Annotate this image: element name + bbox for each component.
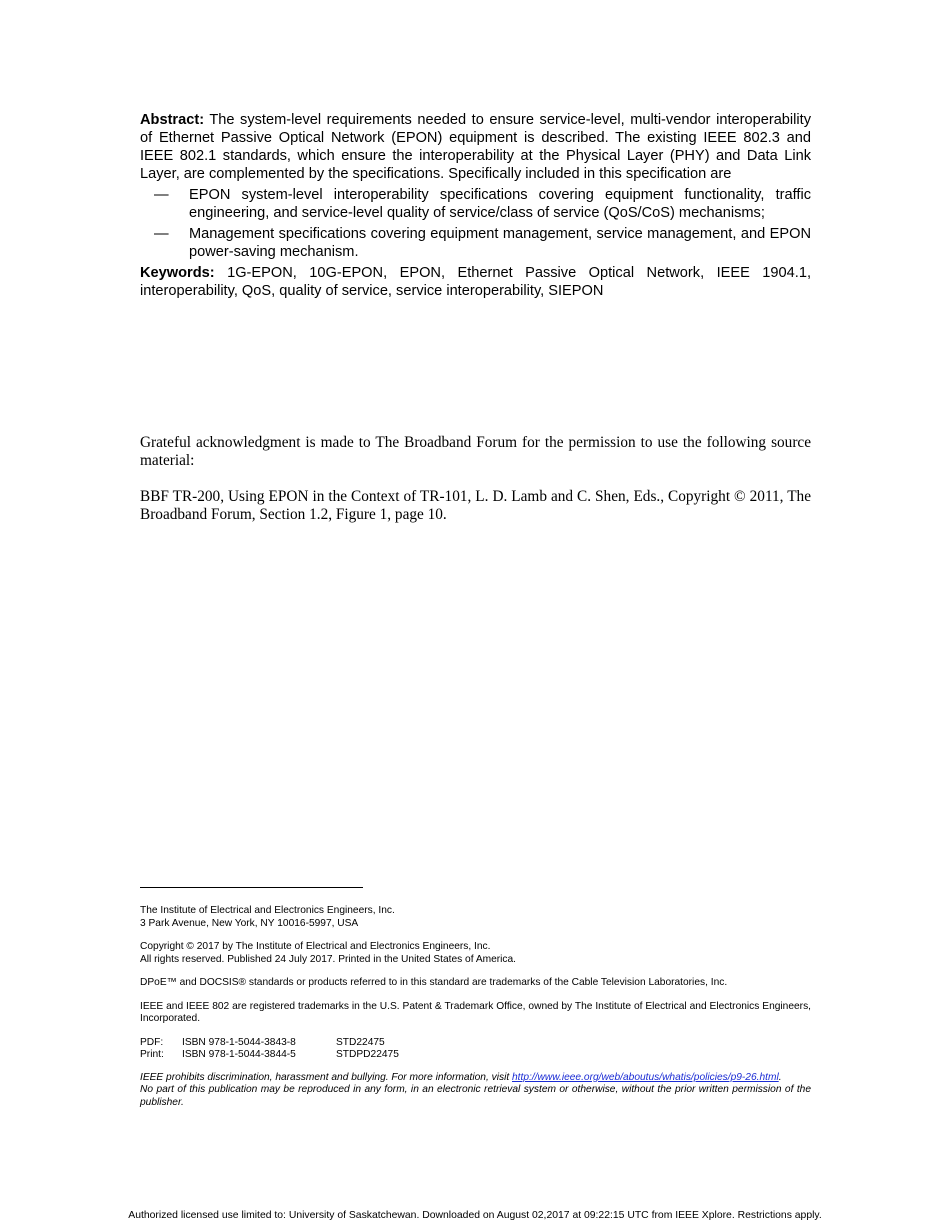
isbn-code: STDPD22475 (336, 1049, 399, 1060)
list-item (140, 225, 811, 261)
isbn-number: ISBN 978-1-5044-3843-8 (182, 1036, 296, 1048)
keywords-text: 1G-EPON, 10G-EPON, EPON, Ethernet Passive Optical Network, IEEE 1904.1, interoperability, QoS, quality of service, service interoperability, SIEPON (140, 265, 811, 299)
abstract-label: Abstract: (140, 112, 205, 128)
keywords-label: Keywords: (140, 265, 215, 281)
dash-bullet: — (154, 226, 169, 242)
reproduction-notice: No part of this publication may be reproduced in any form, in an electronic retrieval system or otherwise, without the prior written permission of the publisher. (140, 1084, 811, 1108)
isbn-format: PDF: (140, 1036, 164, 1048)
rights-line: All rights reserved. Published 24 July 2017. Printed in the United States of America. (140, 953, 517, 965)
trademark-ieee: IEEE and IEEE 802 are registered trademarks in the U.S. Patent & Trademark Office, owned by The Institute of Electrical and Electronics Engineers, Incorporated. (140, 1000, 811, 1024)
bullet-text: EPON system-level interoperability specifications covering equipment functionality, traffic engineering, and service-level quality of service/class of service (QoS/CoS) mechanisms; (189, 187, 811, 221)
footnote-divider (140, 887, 363, 888)
isbn-number: ISBN 978-1-5044-3844-5 (182, 1049, 296, 1060)
isbn-table (140, 1037, 811, 1062)
license-footer: Authorized licensed use limited to: University of Saskatchewan. Downloaded on August 02,2017 at 09:22:15 UTC from IEEE Xplore. Restrictions apply. (128, 1210, 822, 1221)
dash-bullet: — (154, 187, 169, 203)
abstract-paragraph (140, 111, 811, 183)
isbn-format: Print: (140, 1049, 164, 1060)
abstract-section (140, 111, 811, 300)
acknowledgment-section (140, 434, 811, 524)
keywords-paragraph (140, 264, 811, 300)
acknowledgment-source: BBF TR-200, Using EPON in the Context of TR-101, L. D. Lamb and C. Shen, Eds., Copyright © 2011, The Broadband Forum, Section 1.2, Figure 1, page 10. (140, 488, 811, 523)
notice-prefix: IEEE prohibits discrimination, harassment and bullying. For more information, visit (140, 1071, 512, 1083)
trademark-dpoe: DPoE™ and DOCSIS® standards or products referred to in this standard are trademarks of the Cable Television Laboratories, Inc. (140, 977, 728, 988)
copyright-line: Copyright © 2017 by The Institute of Electrical and Electronics Engineers, Inc. (140, 941, 491, 952)
bullet-text: Management specifications covering equipment management, service management, and EPON power-saving mechanism. (189, 226, 811, 260)
notice-suffix: . (778, 1071, 782, 1083)
publisher-address: 3 Park Avenue, New York, NY 10016-5997, USA (140, 917, 359, 929)
abstract-bullet-list (140, 186, 811, 261)
abstract-text: The system-level requirements needed to ensure service-level, multi-vendor interoperability of Ethernet Passive Optical Network (EPON) equipment is described. The existing IEEE 802.3 and IEEE 802.1 standards, which ensure the interoperability at the Physical Layer (PHY) and Data Link Layer, are complemented by the specifications. Specifically included in this specification are (140, 112, 811, 182)
policy-link[interactable]: http://www.ieee.org/web/aboutus/whatis/policies/p9-26.html (512, 1071, 779, 1083)
publisher-name: The Institute of Electrical and Electronics Engineers, Inc. (140, 905, 395, 916)
isbn-code: STD22475 (336, 1036, 385, 1048)
acknowledgment-intro: Grateful acknowledgment is made to The Broadband Forum for the permission to use the following source material: (140, 434, 811, 469)
list-item (140, 186, 811, 222)
policy-notice (140, 1072, 811, 1110)
publication-info (140, 905, 811, 1120)
